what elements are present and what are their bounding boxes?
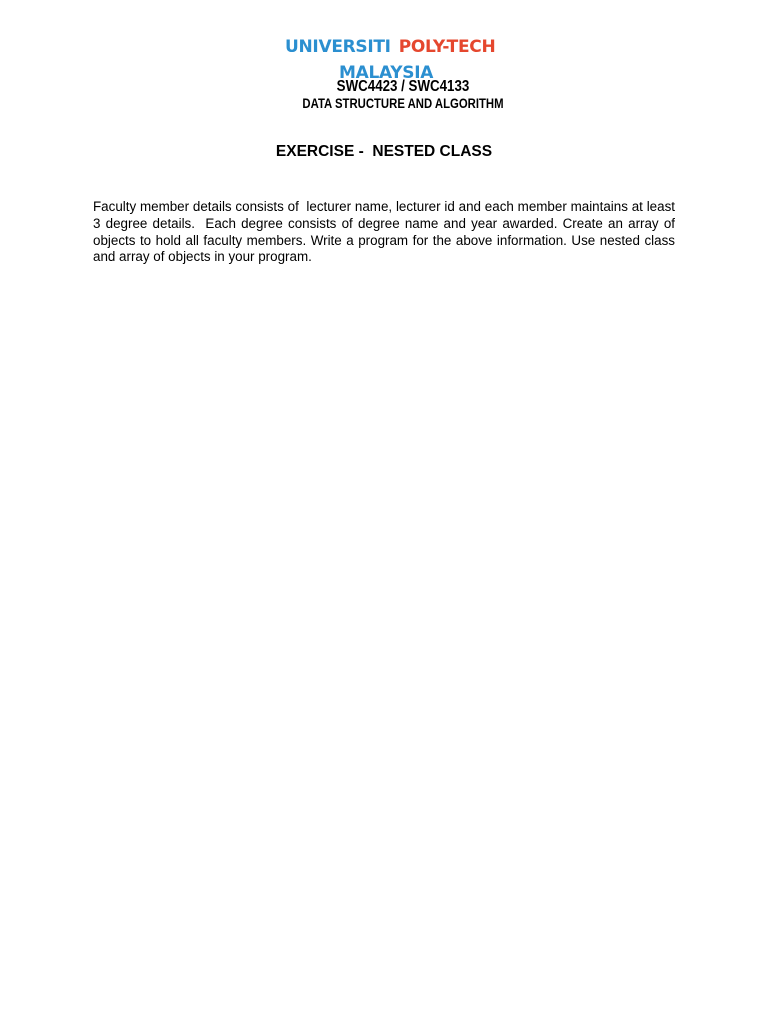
course-code: SWC4423 / SWC4133 [336, 78, 470, 95]
university-logo-line2-clip [330, 60, 440, 83]
course-name: DATA STRUCTURE AND ALGORITHM [302, 96, 504, 111]
exercise-description: Faculty member details consists of lecturer name, lecturer id and each member maintains at least 3 degree details. Each degree consists of degree name and year awarded. Create an array of objects to hold all faculty members. Write a program for the above information. Use nested class and array of objects in your program. [93, 199, 679, 265]
university-name-part2: POLY-TECH [398, 37, 496, 57]
university-logo-line1 [285, 34, 495, 60]
university-name-part1: UNIVERSITI [285, 37, 391, 57]
exercise-title: EXERCISE - NESTED CLASS [275, 143, 493, 160]
university-name-part3: MALAYSIA [339, 63, 434, 83]
